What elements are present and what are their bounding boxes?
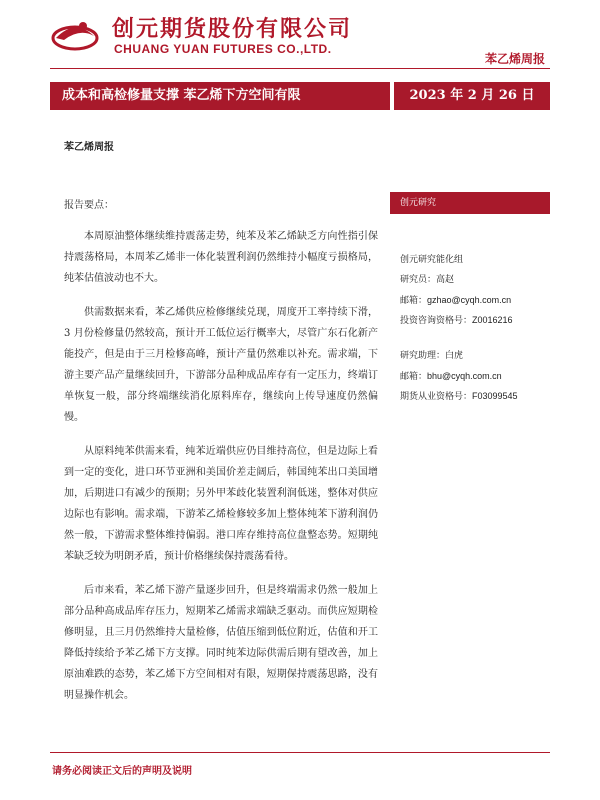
chuangyuan-logo-icon [50, 14, 100, 54]
report-body [64, 226, 378, 719]
page-header [0, 0, 600, 70]
company-name-cn: 创元期货股份有限公司 [112, 17, 353, 42]
footer-disclaimer: 请务必阅读正文后的声明及说明 [52, 766, 192, 777]
assistant-info [400, 346, 560, 406]
footer-divider [50, 752, 550, 753]
report-type: 苯乙烯周报 [484, 52, 545, 66]
title-bar [50, 82, 550, 110]
paragraph-outlook: 后市来看，苯乙烯下游产量逐步回升，但是终端需求仍然一般加上部分品种高成品库存压力，短期苯乙烯需求端缺乏驱动。而供应短期检修明显，且三月仍然维持大量检修，估值压缩到低位附近，估值和开工降低持续给予苯乙烯下方支撑。同时纯苯边际供需后期有望改善，加上原油难跌的态势，苯乙烯下方空间相对有限，短期保持震荡思路，没有明显操作机会。 [64, 585, 378, 701]
researcher-cert: 投资咨询资格号：Z0016216 [400, 315, 513, 325]
summary-heading: 报告要点： [64, 200, 114, 211]
sidebar-header: 创元研究 [390, 192, 550, 214]
section-label: 苯乙烯周报 [64, 142, 114, 153]
header-divider [50, 68, 550, 69]
company-name-en: CHUANG YUAN FUTURES CO.,LTD. [114, 42, 332, 56]
assistant-cert: 期货从业资格号：F03099545 [400, 391, 518, 401]
assistant-email[interactable]: 邮箱：bhu@cyqh.com.cn [400, 371, 502, 381]
paragraph-supply-demand: 供需数据来看，苯乙烯供应检修继续兑现，周度开工率持续下滑，3 月份检修量仍然较高，预计开工低位运行概率大，尽管广东石化新产能投产，但是由于三月检修高峰，预计产量仍然难以补充。需求端，下游主要产品产量继续回升，下游部分品种成品库存有一定压力，终端订单恢复一般，部分终端继续消化原料库存，继续向上传导速度仍然偏慢。 [64, 307, 378, 423]
researcher-name: 研究员：高赵 [400, 275, 455, 285]
paragraph-overview: 本周原油整体继续维持震荡走势，纯苯及苯乙烯缺乏方向性指引保持震荡格局，本周苯乙烯非一体化装置利润仍然维持小幅度亏损格局，纯苯估值波动也不大。 [64, 231, 378, 284]
report-title: 成本和高检修量支撑 苯乙烯下方空间有限 [50, 82, 390, 110]
research-group: 创元研究能化组 [400, 255, 464, 265]
researcher-email[interactable]: 邮箱：gzhao@cyqh.com.cn [400, 295, 512, 305]
paragraph-benzene: 从原料纯苯供需来看，纯苯近端供应仍目维持高位，但是边际上看到一定的变化，进口环节亚洲和美国价差走阔后，韩国纯苯出口美国增加，后期进口有减少的预期；另外甲苯歧化装置利润低迷，整体对供应边际也有影响。需求端，下游苯乙烯检修较多加上整体纯苯下游利润仍然一般，下游需求整体维持偏弱。港口库存维持高位盘整态势。短期纯苯缺乏较为明朗矛盾，预计价格继续保持震荡看待。 [64, 446, 378, 562]
assistant-name: 研究助理：白虎 [400, 351, 464, 361]
report-date: 2023 年 2 月 26 日 [394, 82, 550, 110]
analyst-info [400, 250, 560, 330]
